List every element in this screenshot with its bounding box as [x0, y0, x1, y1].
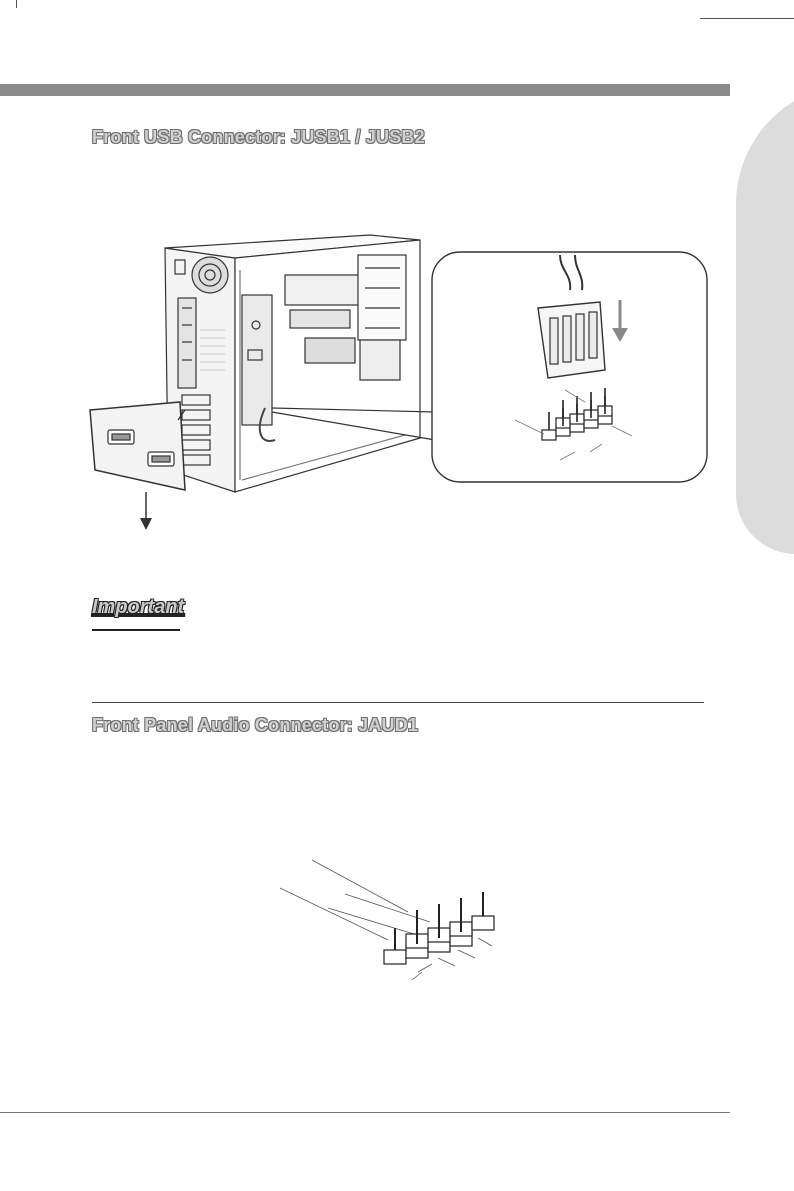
- important-underline: [92, 629, 180, 631]
- audio-heading: Front Panel Audio Connector: JAUD1: [92, 715, 419, 735]
- usb-installation-figure: [60, 230, 720, 540]
- header-bar: [0, 84, 730, 96]
- audio-connector-figure: [260, 850, 540, 1000]
- side-tab: [736, 84, 794, 554]
- usb-heading: Front USB Connector: JUSB1 / JUSB2: [92, 127, 425, 147]
- crop-mark-right: [700, 18, 794, 19]
- down-arrow-icon: [140, 492, 152, 530]
- footer-rule: [0, 1112, 730, 1113]
- section-divider: [92, 702, 704, 703]
- important-label: Important: [92, 596, 185, 618]
- crop-mark-left: [16, 0, 17, 8]
